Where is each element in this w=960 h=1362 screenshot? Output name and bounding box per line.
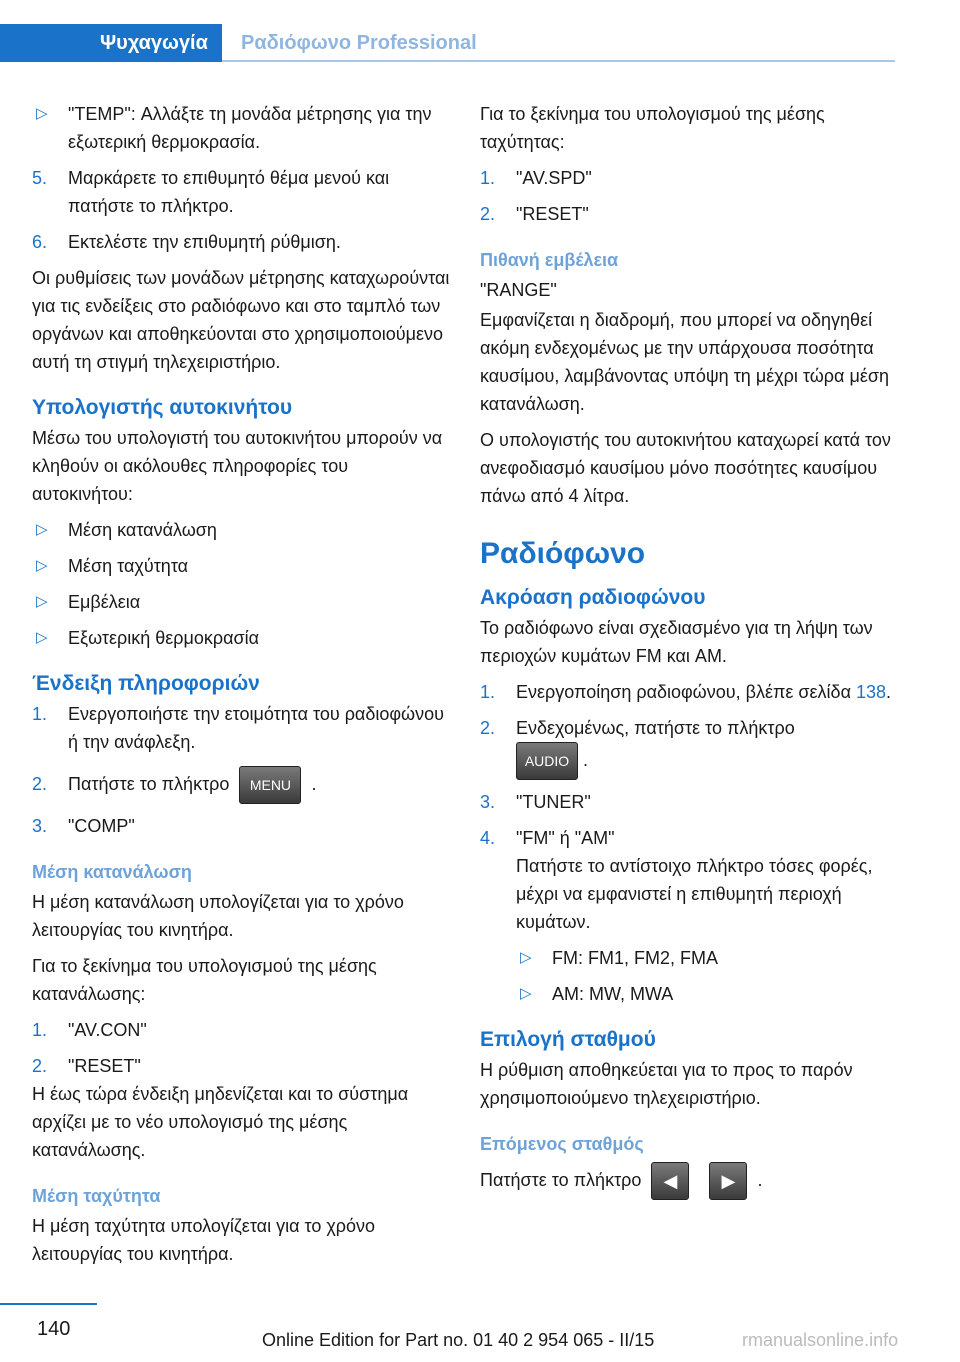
step-number: 2. <box>32 1056 48 1077</box>
bullet-text: Εξωτερική θερμοκρασία <box>68 628 260 648</box>
step-text: "TUNER" <box>516 792 591 812</box>
triangle-bullet-icon: ▷ <box>36 105 48 122</box>
next-text: Πατήστε το πλήκτρο <box>480 1170 642 1190</box>
bullet-text: Εμβέλεια <box>68 592 141 612</box>
step-number: 2. <box>480 204 496 224</box>
bullet-text: Μέση κατανάλωση <box>68 520 217 540</box>
listen-paragraph: Το ραδιόφωνο είναι σχεδιασμένο για τη λήψη των περιοχών κυμάτων FM και AM. <box>480 618 873 666</box>
band-list <box>480 944 900 1008</box>
bullet-item <box>516 944 900 972</box>
audio-button-icon: AUDIO <box>516 742 578 780</box>
bullet-text: "TEMP": Αλλάξτε τη μονάδα μέτρησης για την εξωτερική θερμοκρασία. <box>68 104 432 152</box>
triangle-bullet-icon: ▷ <box>520 949 532 966</box>
step-text: Εκτελέστε την επιθυμητή ρύθμιση. <box>68 232 341 252</box>
triangle-bullet-icon: ▷ <box>36 593 48 610</box>
step-number: 2. <box>32 774 48 794</box>
info-step-3 <box>32 812 452 840</box>
step-number: 1. <box>480 682 496 702</box>
bullet-item <box>516 980 900 1008</box>
avg-consumption-paragraph: Η μέση κατανάλωση υπολογίζεται για το χρόνο λειτουργίας του κινητήρα. <box>32 892 404 941</box>
heading-radio: Ραδιόφωνο <box>480 537 646 570</box>
info-step-2: 2. Πατήστε το πλήκτρο MENU . <box>32 764 452 804</box>
bullet-item <box>32 624 452 652</box>
section-tab-entertainment[interactable]: Ψυχαγωγία <box>0 24 222 62</box>
bullet-text: AM: MW, MWA <box>552 984 674 1004</box>
header-divider <box>222 60 895 62</box>
bullet-text: Μέση ταχύτητα <box>68 556 189 576</box>
reset-consumption-paragraph: Η έως τώρα ένδειξη μηδενίζεται και το σύστημα αρχίζει με το νέο υπολογισμό της μέσης κατανάλωσης. <box>32 1084 409 1161</box>
radio-step-1: 1. Ενεργοποίηση ραδιοφώνου, βλέπε σελίδα 138. <box>480 678 900 706</box>
watermark: rmanualsonline.info <box>742 1330 899 1350</box>
footer-divider <box>0 1303 97 1305</box>
right-column <box>480 100 900 1208</box>
heading-listen-radio: Ακρόαση ραδιοφώνου <box>480 586 706 609</box>
bullet-item <box>32 588 452 616</box>
cons-step-2 <box>32 1052 452 1080</box>
speed-step-2 <box>480 200 900 228</box>
step-text: Πατήστε το πλήκτρο <box>68 774 230 794</box>
step-number: 2. <box>480 718 496 738</box>
bullet-item <box>32 552 452 580</box>
triangle-bullet-icon: ▷ <box>36 557 48 574</box>
start-speed-paragraph: Για το ξεκίνημα του υπολογισμού της μέσης ταχύτητας: <box>480 104 825 152</box>
next-arrow-icon: ▶ <box>709 1162 747 1200</box>
units-paragraph: Οι ρυθμίσεις των μονάδων μέτρησης καταχωρούνται για τις ενδείξεις στο ραδιόφωνο και στο ταμπλό των οργάνων και αποθηκεύονται στο χρησιμοποιούμενο αυτή τη στιγμή τηλεχειριστήριο. <box>32 268 450 372</box>
start-consumption-paragraph: Για το ξεκίνημα του υπολογισμού της μέσης κατανάλωσης: <box>32 956 377 1005</box>
radio-step-4 <box>480 824 900 936</box>
radio-step-2: 2. Ενδεχομένως, πατήστε το πλήκτρο AUDIO . <box>480 714 900 780</box>
heading-avg-consumption: Μέση κατανάλωση <box>32 862 192 883</box>
range-paragraph: Εμφανίζεται η διαδρομή, που μπορεί να οδηγηθεί ακόμη ενδεχομένως με την υπάρχουσα ποσότητα καυσίμου, λαμβάνοντας υπόψη τη μέχρι τώρα μέση κατανάλωση. <box>480 310 889 414</box>
heading-range: Πιθανή εμβέλεια <box>480 250 619 270</box>
page-number: 140 <box>37 1318 71 1340</box>
step-number: 1. <box>32 704 48 724</box>
computer-paragraph: Μέσω του υπολογιστή του αυτοκινήτου μπορούν να κληθούν οι ακόλουθες πληροφορίες του αυτοκινήτου: <box>32 428 443 504</box>
radio-step-3 <box>480 788 900 816</box>
heading-avg-speed: Μέση ταχύτητα <box>32 1186 161 1207</box>
step-number: 5. <box>32 168 48 188</box>
step-text: "FM" ή "AM" <box>516 828 615 848</box>
step-number: 1. <box>480 168 496 188</box>
triangle-bullet-icon: ▷ <box>36 629 48 646</box>
page-link[interactable]: 138 <box>855 682 887 702</box>
bullet-item <box>32 516 452 544</box>
step-6 <box>32 228 452 256</box>
avg-speed-paragraph: Η μέση ταχύτητα υπολογίζεται για το χρόνο λειτουργίας του κινητήρα. <box>32 1216 376 1265</box>
step-text: Μαρκάρετε το επιθυμητό θέμα μενού και πατήστε το πλήκτρο. <box>68 168 390 216</box>
step-text: "RESET" <box>68 1056 141 1077</box>
step-description: Πατήστε το αντίστοιχο πλήκτρο τόσες φορές, μέχρι να εμφανιστεί η επιθυμητή περιοχή κυμάτων. <box>516 856 873 932</box>
heading-info-display: Ένδειξη πληροφοριών <box>32 672 260 695</box>
step-text: Ενεργοποιήστε την ετοιμότητα του ραδιοφώνου ή την ανάφλεξη. <box>68 704 444 752</box>
info-step-1 <box>32 700 452 756</box>
page-header <box>0 24 895 62</box>
step-number: 1. <box>32 1020 48 1041</box>
triangle-bullet-icon: ▷ <box>36 521 48 538</box>
heading-next-station: Επόμενος σταθμός <box>480 1134 644 1154</box>
left-column <box>32 100 452 1276</box>
step-number: 3. <box>32 816 48 837</box>
next-paragraph: Πατήστε το πλήκτρο ◀ ▶ . <box>480 1160 900 1200</box>
heading-station-select: Επιλογή σταθμού <box>480 1028 656 1051</box>
step-text: "RESET" <box>516 204 589 224</box>
triangle-bullet-icon: ▷ <box>520 985 532 1002</box>
menu-button-icon: MENU <box>239 766 301 804</box>
step-text: Ενεργοποίηση ραδιοφώνου, βλέπε σελίδα <box>516 682 851 702</box>
select-paragraph: Η ρύθμιση αποθηκεύεται για το προς το παρόν χρησιμοποιούμενο τηλεχειριστήριο. <box>480 1060 853 1108</box>
section-tab-radio[interactable]: Ραδιόφωνο Professional <box>241 31 477 54</box>
step-text: Ενδεχομένως, πατήστε το πλήκτρο <box>516 718 795 738</box>
step-number: 4. <box>480 828 496 848</box>
step-number: 6. <box>32 232 48 252</box>
step-5 <box>32 164 452 220</box>
step-text: "AV.CON" <box>68 1020 147 1041</box>
step-number: 3. <box>480 792 496 812</box>
heading-vehicle-computer: Υπολογιστής αυτοκινήτου <box>32 396 293 419</box>
range-label: "RANGE" <box>480 280 557 300</box>
edition-text: Online Edition for Part no. 01 40 2 954 065 - II/15 <box>262 1330 655 1350</box>
previous-arrow-icon: ◀ <box>651 1162 689 1200</box>
cons-step-1 <box>32 1016 452 1044</box>
bullet-temp <box>32 100 452 156</box>
speed-step-1 <box>480 164 900 192</box>
step-text: "AV.SPD" <box>516 168 592 188</box>
step-text: "COMP" <box>68 816 135 837</box>
range-paragraph-2: Ο υπολογιστής του αυτοκινήτου καταχωρεί κατά τον ανεφοδιασμό καυσίμου μόνο ποσότητες καυσίμου πάνω από 4 λίτρα. <box>480 430 891 506</box>
bullet-text: FM: FM1, FM2, FMA <box>552 948 718 968</box>
